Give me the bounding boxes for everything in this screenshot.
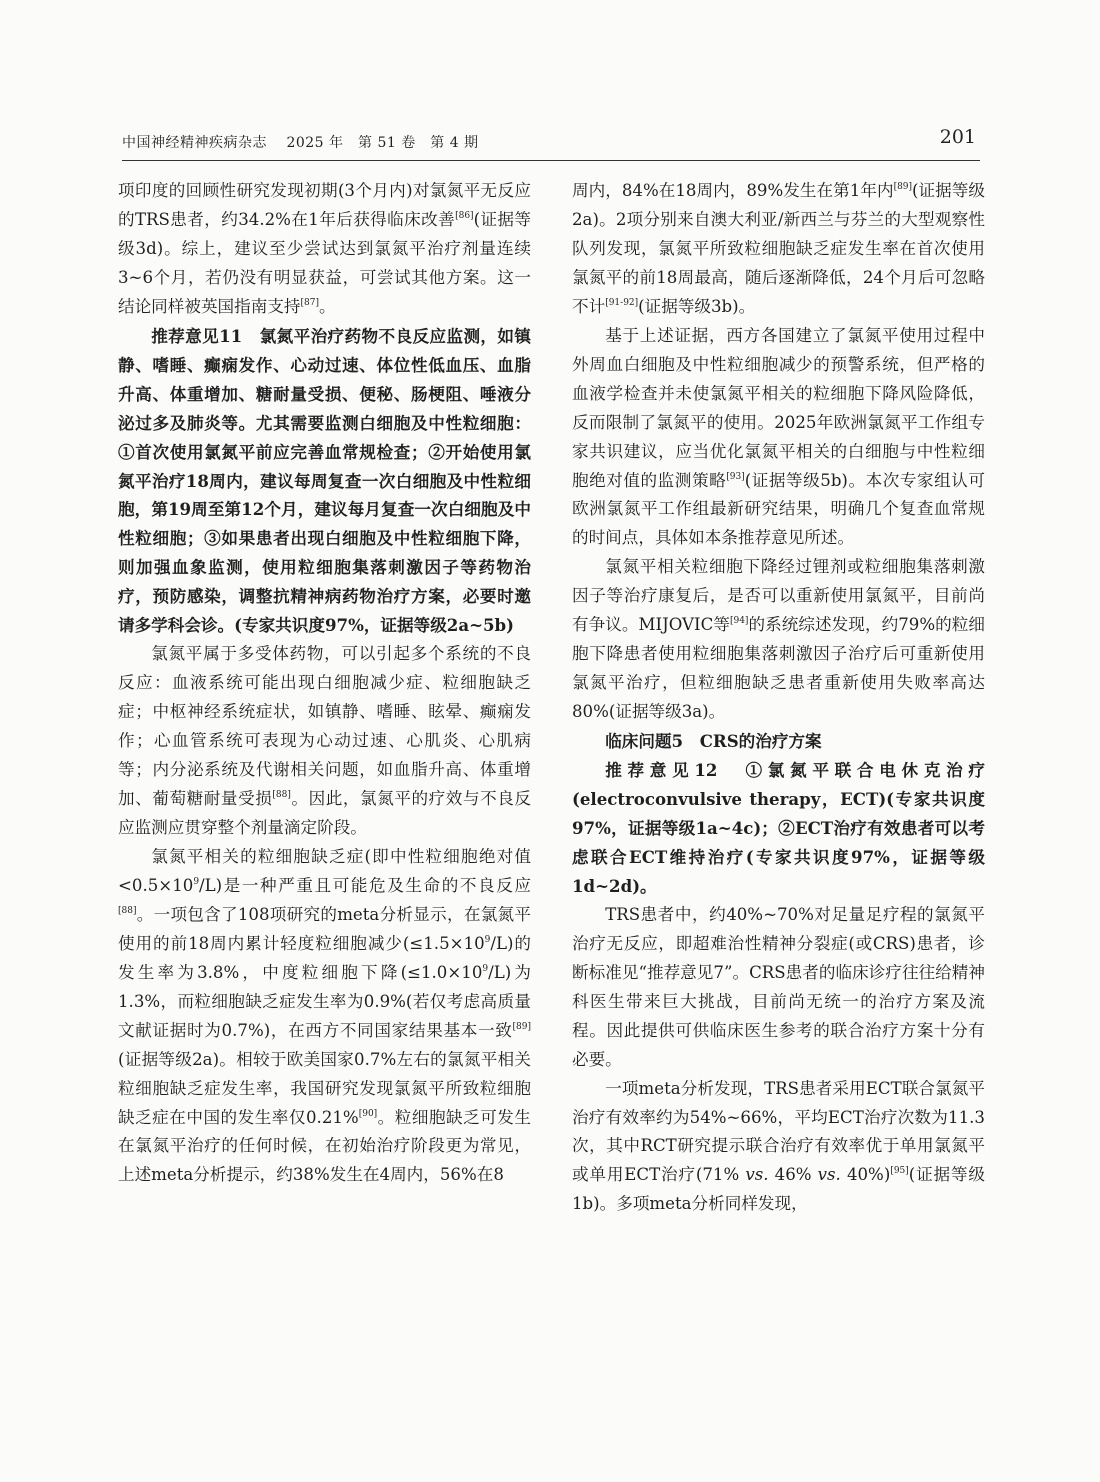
body-paragraph	[572, 322, 985, 554]
body-paragraph	[118, 843, 531, 1190]
body-paragraph	[572, 553, 985, 727]
text-run: /L)是一种严重且可能危及生命的不良反应	[199, 875, 531, 895]
text-run: (证据等级2a)。2项分别来自澳大利亚/新西兰与芬兰的大型观察性队列发现，氯氮平所致粒细胞缺乏症发生率在首次使用氯氮平的前18周最高，随后逐渐降低，24个月后可忽略不计	[572, 181, 985, 316]
citation-superscript: [95]	[890, 1166, 909, 1177]
body-paragraph	[572, 1075, 985, 1220]
bold-paragraph	[118, 322, 531, 640]
citation-superscript: [90]	[358, 1108, 378, 1119]
text-run: 氯氮平属于多受体药物，可以引起多个系统的不良反应：血液系统可能出现白细胞减少症、粒细胞缺乏症；中枢神经系统症状，如镇静、嗜睡、眩晕、癫痫发作；心血管系统可表现为心动过速、心肌炎、心肌病等；内分泌系统及代谢相关问题，如血脂升高、体重增加、葡萄糖耐量受损	[118, 644, 531, 809]
text-run: (证据等级3d)。综上，建议至少尝试达到氯氮平治疗剂量连续3~6个月，若仍没有明显获益，可尝试其他方案。这一结论同样被英国指南支持	[118, 209, 531, 316]
citation-superscript: 9	[484, 934, 491, 945]
text-run: TRS患者中，约40%~70%对足量足疗程的氯氮平治疗无反应，即超难治性精神分裂症(或CRS)患者，诊断标准见“推荐意见7”。CRS患者的临床诊疗往往给精神科医生带来巨大挑战，目前尚无统一的治疗方案及流程。因此提供可供临床医生参考的联合治疗方案十分有必要。	[572, 904, 985, 1069]
citation-superscript: [91-92]	[605, 297, 639, 308]
text-run: 推荐意见11 氯氮平治疗药物不良反应监测，如镇静、嗜睡、癫痫发作、心动过速、体位性低血压、血脂升高、体重增加、糖耐量受损、便秘、肠梗阻、唾液分泌过多及肺炎等。尤其需要监测白细胞及中性粒细胞：①首次使用氯氮平前应完善血常规检查；②开始使用氯氮平治疗18周内，建议每周复查一次白细胞及中性粒细胞，第19周至第12个月，建议每月复查一次白细胞及中性粒细胞；③如果患者出现白细胞及中性粒细胞下降，则加强血象监测，使用粒细胞集落刺激因子等药物治疗，预防感染，调整抗精神病药物治疗方案，必要时邀请多学科会诊。(专家共识度97%，证据等级2a~5b)	[118, 325, 531, 636]
citation-superscript: [89]	[893, 182, 913, 192]
citation-superscript: [88]	[272, 790, 291, 801]
journal-title: 中国神经精神疾病杂志 2025 年 第 51 卷 第 4 期	[122, 135, 479, 151]
text-run: 推荐意见12 ①氯氮平联合电休克治疗(electroconvulsive therapy，ECT)(专家共识度97%，证据等级1a~4c)；②ECT治疗有效患者可以考虑联合ECT维持治疗(专家共识度97%，证据等级1d~2d)。	[572, 760, 985, 896]
left-column	[118, 177, 531, 1190]
text-run: (证据等级1b)。多项meta分析同样发现，	[572, 1165, 986, 1214]
italic-run: vs.	[817, 1165, 841, 1185]
citation-superscript: 9	[482, 963, 489, 974]
text-run: 基于上述证据，西方各国建立了氯氮平使用过程中外周血白细胞及中性粒细胞减少的预警系统，但严格的血液学检查并未使氯氮平相关的粒细胞下降风险降低，反而限制了氯氮平的使用。2025年欧洲氯氮平工作组专家共识建议，应当优化氯氮平相关的白细胞与中性粒细胞绝对值的监测策略	[572, 325, 985, 490]
text-run: 。因此，氯氮平的疗效与不良反应监测应贯穿整个剂量滴定阶段。	[118, 789, 532, 837]
body-paragraph	[118, 640, 531, 843]
body-paragraph	[572, 901, 985, 1075]
text-run: 40%)	[840, 1165, 891, 1185]
body-paragraph	[572, 177, 985, 322]
text-run: 的系统综述发现，约79%的粒细胞下降患者使用粒细胞集落刺激因子治疗后可重新使用氯氮平治疗，但粒细胞缺乏患者重新使用失败率高达80%(证据等级3a)。	[572, 615, 985, 722]
right-column	[572, 177, 985, 1219]
citation-superscript: 9	[193, 876, 200, 887]
text-run: /L)的发生率为3.8%，中度粒细胞下降(≤1.0×10	[118, 933, 531, 982]
text-run: (证据等级5b)。本次专家组认可欧洲氯氮平工作组最新研究结果，明确几个复查血常规的时间点，具体如本条推荐意见所述。	[572, 470, 985, 548]
running-header	[122, 126, 980, 161]
text-run: 一项meta分析发现，TRS患者采用ECT联合氯氮平治疗有效率约为54%~66%，平均ECT治疗次数为11.3次，其中RCT研究提示联合治疗有效率优于单用氯氮平或单用ECT治疗(71%	[572, 1078, 985, 1185]
text-run: 氯氮平相关的粒细胞缺乏症(即中性粒细胞绝对值<0.5×10	[118, 846, 531, 895]
citation-superscript: [86]	[455, 210, 474, 221]
citation-superscript: [89]	[512, 1021, 531, 1032]
bold-paragraph	[572, 727, 985, 756]
text-run: /L)为1.3%，而粒细胞缺乏症发生率为0.9%(若仅考虑高质量文献证据时为0.7%)，在西方不同国家结果基本一致	[118, 962, 531, 1040]
text-run: 氯氮平相关粒细胞下降经过锂剂或粒细胞集落刺激因子等治疗康复后，是否可以重新使用氯氮平，目前尚有争议。MIJOVIC等	[572, 557, 985, 635]
body-paragraph	[118, 177, 531, 322]
italic-run: vs.	[745, 1165, 769, 1185]
text-run: 。	[319, 296, 336, 316]
citation-superscript: [88]	[118, 905, 137, 916]
text-run: 46%	[768, 1165, 818, 1185]
text-run: 临床问题5 CRS的治疗方案	[605, 731, 822, 752]
text-run: (证据等级3b)。	[638, 296, 756, 316]
text-run: 项印度的回顾性研究发现初期(3个月内)对氯氮平无反应的TRS患者，约34.2%在1年后获得临床改善	[118, 181, 531, 229]
text-run: (证据等级2a)。相较于欧美国家0.7%左右的氯氮平相关粒细胞缺乏症发生率，我国研究发现氯氮平所致粒细胞缺乏症在中国的发生率仅0.21%	[118, 1049, 531, 1127]
text-run: 。粒细胞缺乏可发生在氯氮平治疗的任何时候，在初始治疗阶段更为常见，上述meta分析提示，约38%发生在4周内，56%在8	[118, 1107, 531, 1185]
citation-superscript: [94]	[729, 616, 749, 627]
citation-superscript: [87]	[300, 297, 320, 308]
bold-paragraph	[572, 756, 985, 901]
citation-superscript: [93]	[726, 471, 745, 482]
text-run: 。一项包含了108项研究的meta分析显示，在氯氮平使用的前18周内累计轻度粒细胞减少(≤1.5×10	[118, 904, 531, 953]
text-run: 周内，84%在18周内，89%发生在第1年内	[572, 181, 894, 200]
page-number: 201	[939, 126, 976, 148]
